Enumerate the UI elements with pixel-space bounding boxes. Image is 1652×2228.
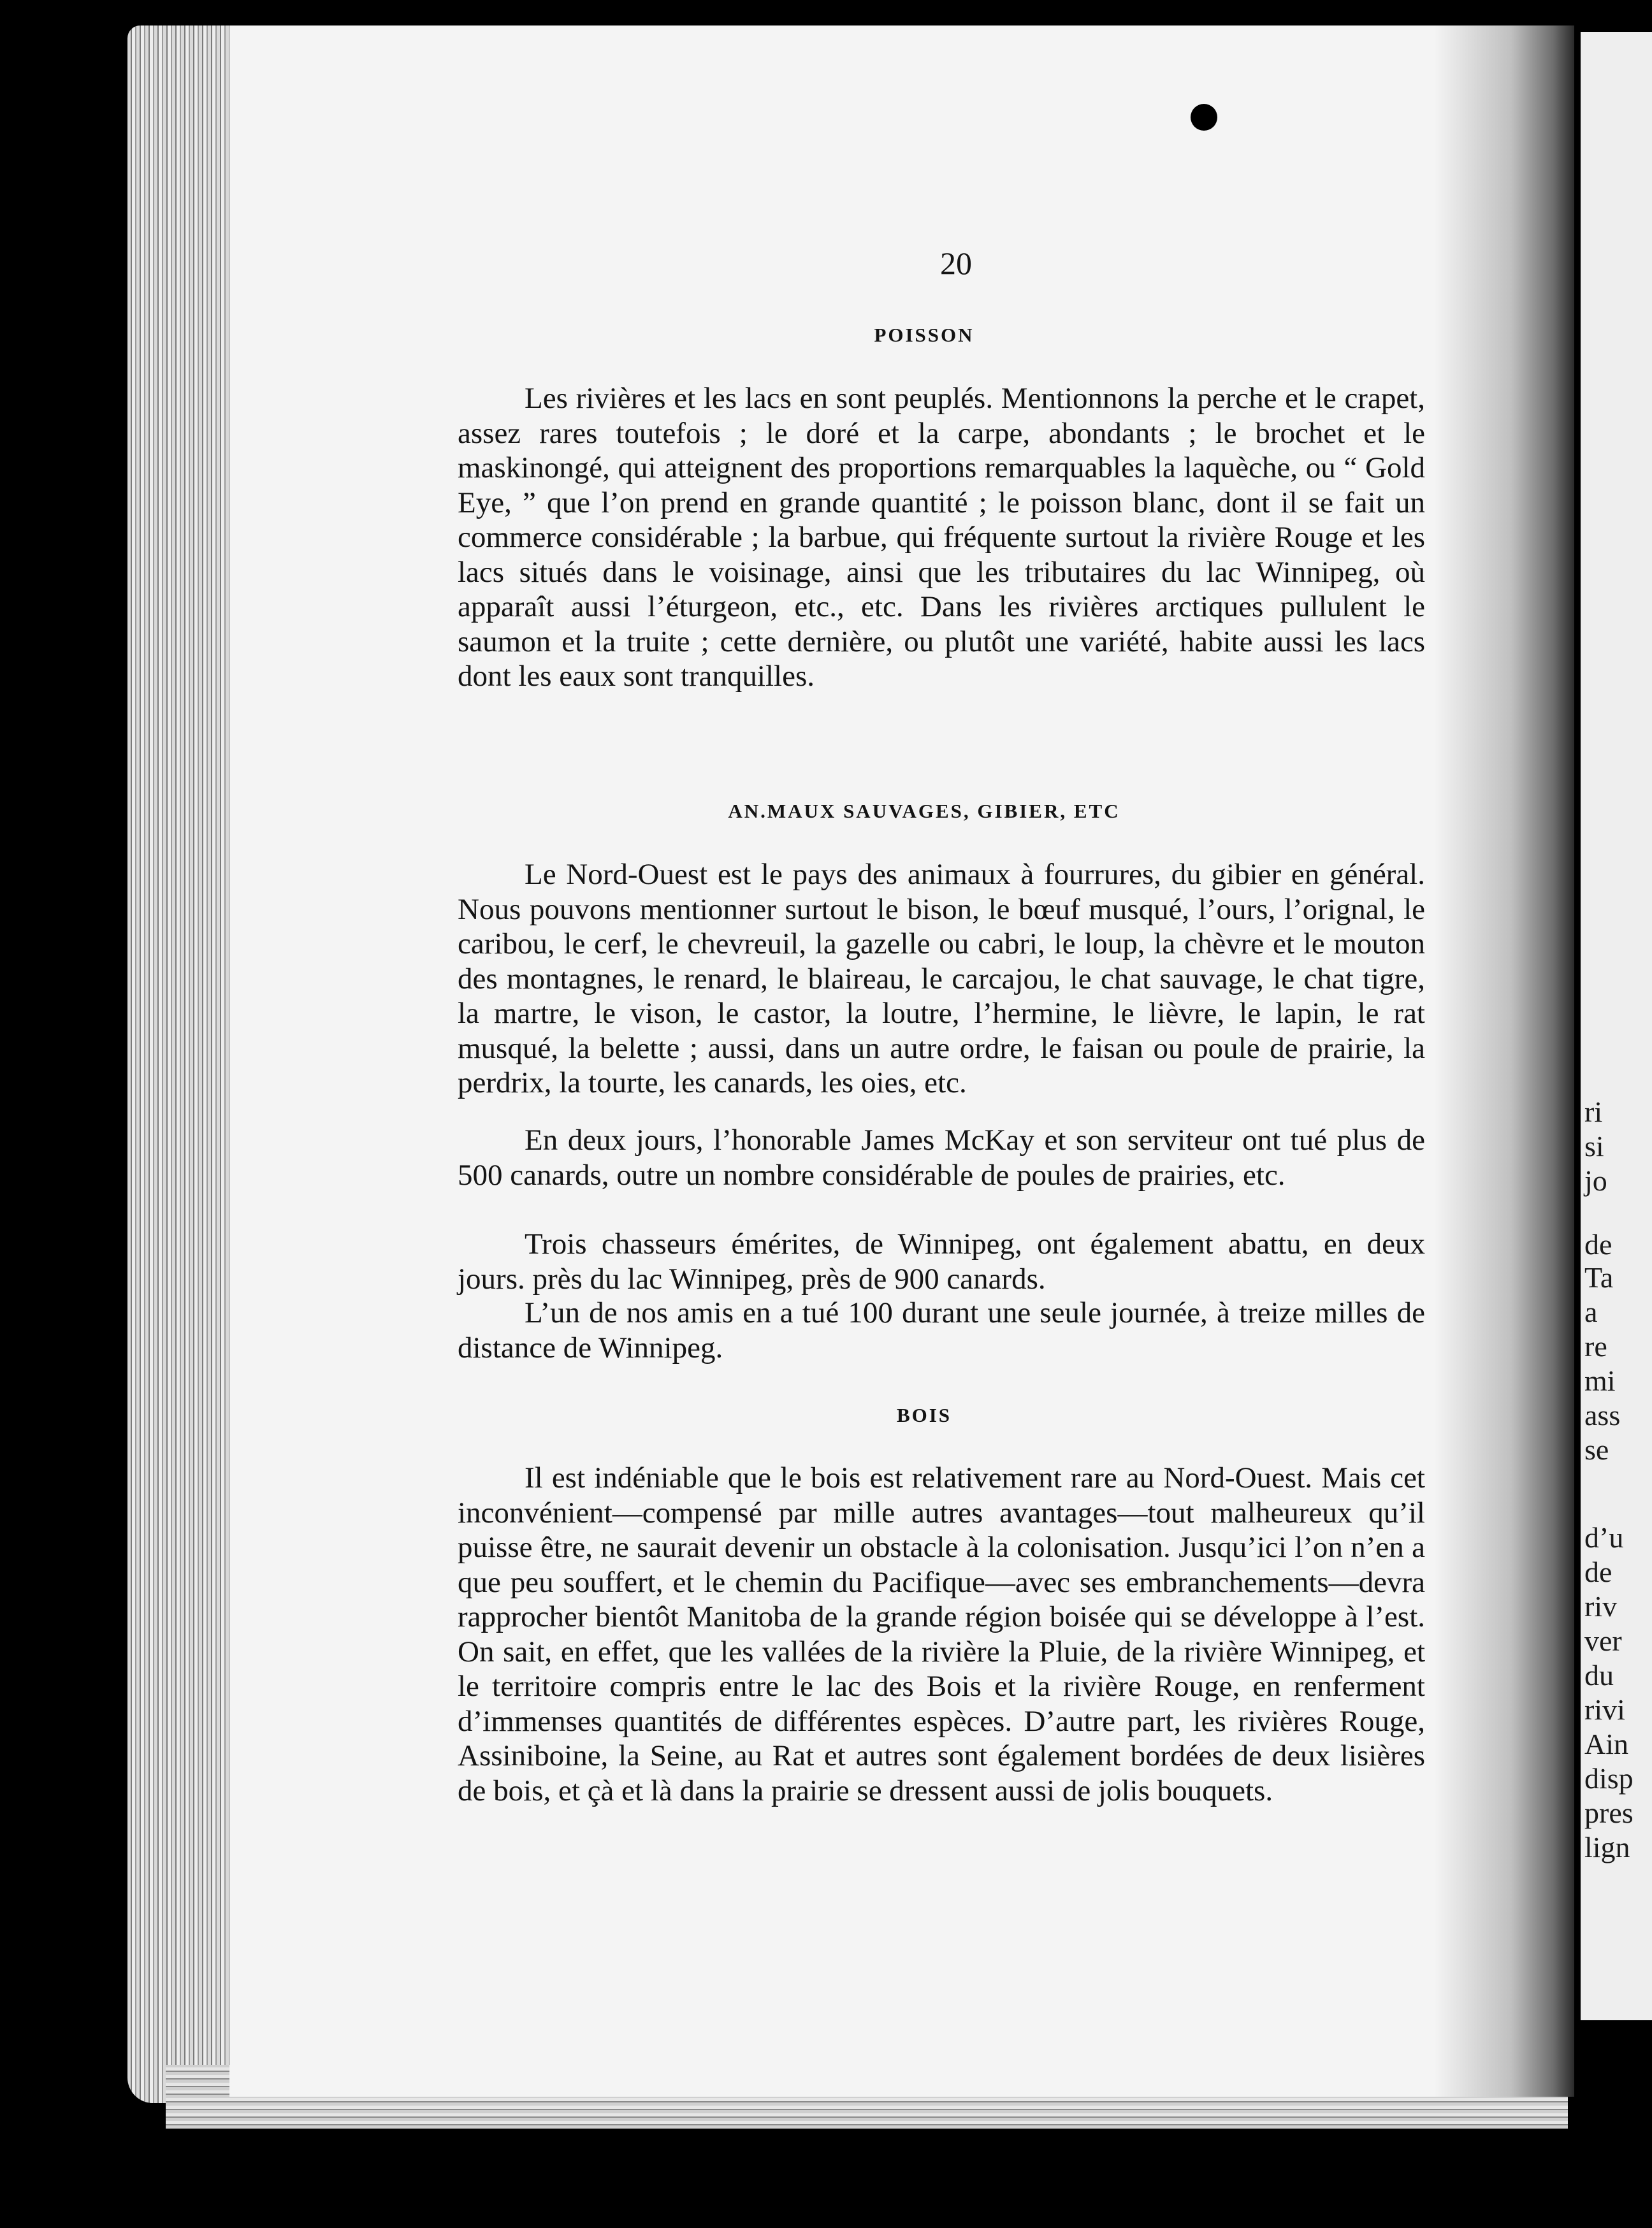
page-gutter-shadow bbox=[1434, 25, 1574, 2097]
paragraph-animaux-4: L’un de nos amis en a tué 100 durant une seule journée, à treize milles de distance de Winnipeg. bbox=[458, 1296, 1425, 1364]
paragraph-bois: Il est indéniable que le bois est relativement rare au Nord-Ouest. Mais cet inconvénient—compensé par mille autres avantages—tout malheureux qu’il puisse être, ne saurait devenir un obstacle à la colonisation. Jusqu’ici l’on n’en a que peu souffert, et le chemin du Pacifique—avec ses embranchements—devra rapprocher bientôt Manitoba de la grande région boisée qui se développe à l’est. On sait, en effet, que les vallées de la rivière la Pluie, de la rivière Winnipeg, et le territoire compris entre le lac des Bois et la rivière Rouge, en renferment d’immenses quantités de différentes espèces. D’autre part, les rivières Rouge, Assiniboine, la Seine, au Rat et autres sont également bordées de deux lisières de bois, et çà et là dans la prairie se dressent aussi de jolis bouquets. bbox=[458, 1461, 1425, 1807]
book-page-edges bbox=[127, 25, 242, 2103]
opposite-page-fragment: mi bbox=[1584, 1364, 1616, 1397]
section-heading-bois: BOIS bbox=[896, 1404, 952, 1426]
opposite-page-fragment: disp bbox=[1584, 1762, 1634, 1795]
ink-dot-mark bbox=[1191, 104, 1217, 131]
opposite-page-fragment: ass bbox=[1584, 1399, 1621, 1431]
paragraph-poisson: Les rivières et les lacs en sont peuplés. Mentionnons la perche et le crapet, assez rares toutefois ; le doré et la carpe, abondants ; le brochet et le maskinongé, qui atteignent des proportions remarquables la laquèche, ou “ Gold Eye, ” que l’on prend en grande quantité ; le poisson blanc, dont il se fait un commerce considérable ; la barbue, qui fréquente surtout la rivière Rouge et les lacs situés dans le voisinage, ainsi que les tributaires du lac Winnipeg, où apparaît aussi l’éturgeon, etc., etc. Dans les rivières arctiques pullulent le saumon et la truite ; cette dernière, ou plutôt une variété, habite aussi les lacs dont les eaux sont tranquilles. bbox=[458, 382, 1425, 693]
opposite-page-fragment: a bbox=[1584, 1296, 1598, 1328]
opposite-page-fragment: de bbox=[1584, 1228, 1612, 1261]
opposite-page-fragment: du bbox=[1584, 1659, 1614, 1691]
opposite-page-fragment: ri bbox=[1584, 1096, 1603, 1128]
opposite-page-fragment: pres bbox=[1584, 1797, 1634, 1829]
opposite-page-fragment: rivi bbox=[1584, 1693, 1625, 1726]
opposite-page-fragment: re bbox=[1584, 1330, 1607, 1363]
paragraph-animaux-2: En deux jours, l’honorable James McKay et son serviteur ont tué plus de 500 canards, outre un nombre considérable de poules de prairies, etc. bbox=[458, 1124, 1425, 1192]
section-heading-poisson: POISSON bbox=[874, 324, 975, 346]
page-number: 20 bbox=[940, 245, 972, 281]
opposite-page-fragment: Ain bbox=[1584, 1728, 1628, 1760]
paragraph-animaux-1: Le Nord-Ouest est le pays des animaux à fourrures, du gibier en général. Nous pouvons mentionner surtout le bison, le bœuf musqué, l’ours, l’orignal, le caribou, le cerf, le chevreuil, la gazelle ou cabri, le loup, la chèvre et le mouton des montagnes, le renard, le blaireau, le carcajou, le chat sauvage, le chat tigre, la martre, le vison, le castor, la loutre, l’hermine, le lièvre, le lapin, le rat musqué, la belette ; aussi, dans un autre ordre, le faisan ou poule de prairie, la perdrix, la tourte, les canards, les oies, etc. bbox=[458, 858, 1425, 1099]
opposite-page-fragment: de bbox=[1584, 1556, 1612, 1588]
opposite-page-fragment: se bbox=[1584, 1433, 1609, 1466]
opposite-page-fragment: lign bbox=[1584, 1831, 1630, 1863]
section-heading-animaux: AN.MAUX SAUVAGES, GIBIER, ETC bbox=[728, 800, 1120, 822]
opposite-page-fragment: jo bbox=[1584, 1164, 1607, 1197]
opposite-page-fragment: riv bbox=[1584, 1590, 1618, 1623]
opposite-page-fragment: si bbox=[1584, 1130, 1604, 1162]
paragraph-animaux-3: Trois chasseurs émérites, de Winnipeg, ont également abattu, en deux jours. près du lac Winnipeg, près de 900 canards. bbox=[458, 1227, 1425, 1296]
opposite-page-fragment: d’u bbox=[1584, 1521, 1624, 1554]
opposite-page-fragment: ver bbox=[1584, 1624, 1622, 1657]
opposite-page-fragment: Ta bbox=[1584, 1261, 1614, 1294]
opposite-page-strip bbox=[1581, 32, 1652, 2020]
